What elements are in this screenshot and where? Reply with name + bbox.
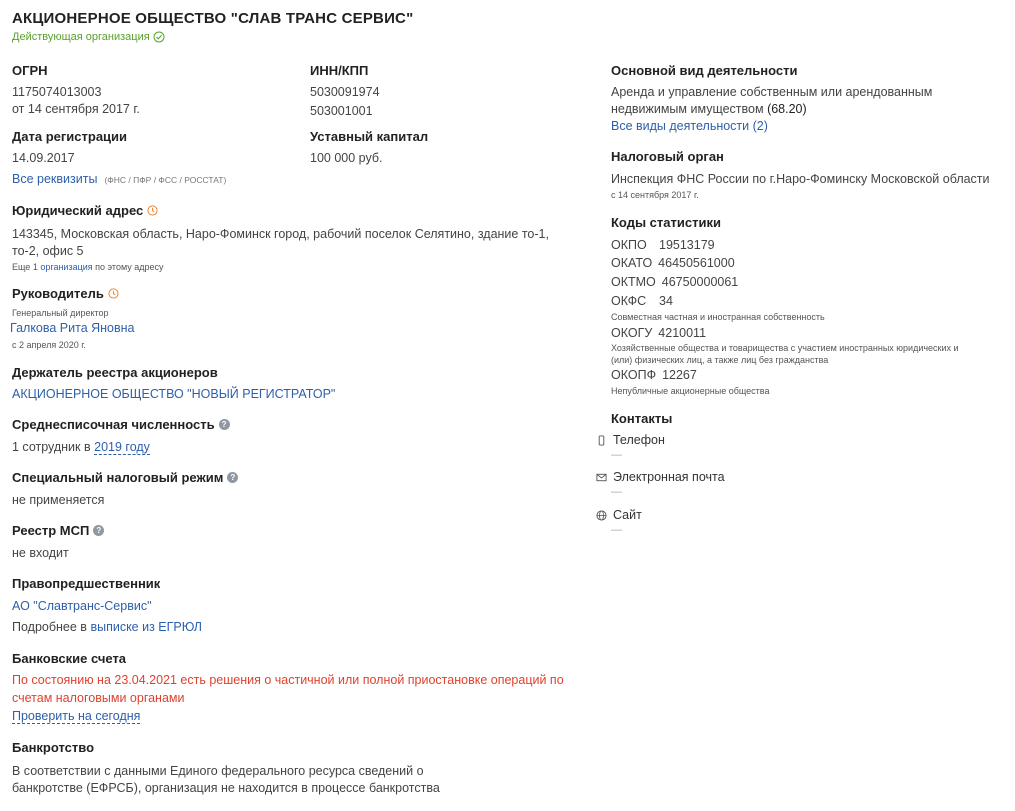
ogrn-label: ОГРН bbox=[12, 63, 48, 78]
msp-value: не входит bbox=[12, 546, 69, 560]
headcount-year-link[interactable]: 2019 году bbox=[94, 440, 150, 454]
envelope-icon bbox=[596, 472, 607, 483]
predecessor-link[interactable]: АО "Славтранс-Сервис" bbox=[12, 599, 152, 613]
headcount-label: Среднесписочная численность ? bbox=[12, 417, 230, 432]
site-empty: — bbox=[611, 524, 622, 536]
bankruptcy-line1: В соответствии с данными Единого федерального ресурса сведений о bbox=[12, 764, 424, 778]
activity-code: (68.20) bbox=[767, 102, 807, 116]
reg-date-value: 14.09.2017 bbox=[12, 151, 75, 165]
address-line1: 143345, Московская область, Наро-Фоминск город, рабочий поселок Селятино, здание то-1, bbox=[12, 227, 549, 241]
address-more: Еще 1 организация по этому адресу bbox=[12, 262, 164, 272]
inn-kpp-label: ИНН/КПП bbox=[310, 63, 369, 78]
ogrn-date: от 14 сентября 2017 г. bbox=[12, 102, 140, 116]
inn-value: 5030091974 bbox=[310, 85, 380, 99]
all-requisites-link[interactable]: Все реквизиты bbox=[12, 172, 98, 186]
requisites-row bbox=[12, 170, 226, 188]
kpp-value: 503001001 bbox=[310, 104, 373, 118]
egrul-extract-link[interactable]: выписке из ЕГРЮЛ bbox=[90, 620, 202, 634]
contact-site: Сайт bbox=[596, 508, 642, 522]
bankruptcy-line2: банкротстве (ЕФРСБ), организация не находится в процессе банкротства bbox=[12, 781, 440, 795]
registrar-link[interactable]: АКЦИОНЕРНОЕ ОБЩЕСТВО "НОВЫЙ РЕГИСТРАТОР" bbox=[12, 387, 336, 401]
reg-date-label: Дата регистрации bbox=[12, 129, 128, 144]
check-circle-icon bbox=[153, 31, 165, 43]
director-label: Руководитель bbox=[12, 286, 119, 301]
okogu-desc-line2: (или) физических лиц, а также лиц без гражданства bbox=[611, 355, 829, 365]
bank-check-row bbox=[12, 707, 140, 725]
activity-label: Основной вид деятельности bbox=[611, 63, 798, 78]
check-today-link[interactable]: Проверить на сегодня bbox=[12, 709, 141, 723]
oktmo-row: ОКТМО 46750000061 bbox=[611, 275, 739, 289]
clock-icon[interactable] bbox=[108, 288, 119, 299]
requisites-sources: (ФНС / ПФР / ФСС / РОССТАТ) bbox=[104, 175, 227, 185]
bankruptcy-label: Банкротство bbox=[12, 740, 95, 755]
okfs-desc: Совместная частная и иностранная собственность bbox=[611, 312, 825, 322]
director-name-link[interactable]: Галкова Рита Яновна bbox=[10, 321, 135, 335]
contact-email: Электронная почта bbox=[596, 470, 725, 484]
capital-label: Уставный капитал bbox=[310, 129, 429, 144]
bank-warning-line1: По состоянию на 23.04.2021 есть решения о частичной или полной приостановке операций по bbox=[12, 673, 564, 687]
predecessor-more: Подробнее в выписке из ЕГРЮЛ bbox=[12, 620, 202, 634]
address-line2: то-2, офис 5 bbox=[12, 244, 84, 258]
stats-label: Коды статистики bbox=[611, 215, 721, 230]
activity-line2: недвижимым имуществом (68.20) bbox=[611, 102, 807, 116]
tax-office-since: с 14 сентября 2017 г. bbox=[611, 190, 699, 200]
capital-value: 100 000 руб. bbox=[310, 151, 383, 165]
globe-icon bbox=[596, 510, 607, 521]
email-empty: — bbox=[611, 486, 622, 498]
all-activities-link[interactable]: Все виды деятельности (2) bbox=[611, 119, 768, 133]
address-orgs-link[interactable]: организация bbox=[40, 262, 93, 272]
help-icon[interactable]: ? bbox=[227, 472, 238, 483]
headcount-value: 1 сотрудник в 2019 году bbox=[12, 440, 150, 454]
contact-phone: Телефон bbox=[596, 433, 665, 447]
address-label: Юридический адрес bbox=[12, 203, 158, 218]
help-icon[interactable]: ? bbox=[219, 419, 230, 430]
bank-label: Банковские счета bbox=[12, 651, 127, 666]
tax-office-label: Налоговый орган bbox=[611, 149, 724, 164]
tax-office-value: Инспекция ФНС России по г.Наро-Фоминску Московской области bbox=[611, 172, 990, 186]
msp-label: Реестр МСП ? bbox=[12, 523, 104, 538]
tax-regime-value: не применяется bbox=[12, 493, 105, 507]
help-icon[interactable]: ? bbox=[93, 525, 104, 536]
status-badge: Действующая организация bbox=[12, 31, 165, 43]
activity-line1: Аренда и управление собственным или арендованным bbox=[611, 85, 933, 99]
company-title: АКЦИОНЕРНОЕ ОБЩЕСТВО "СЛАВ ТРАНС СЕРВИС" bbox=[12, 10, 414, 27]
okopf-desc: Непубличные акционерные общества bbox=[611, 386, 770, 396]
okogu-desc-line1: Хозяйственные общества и товарищества с участием иностранных юридических и bbox=[611, 343, 959, 353]
okfs-row: ОКФС 34 bbox=[611, 294, 673, 308]
okato-row: ОКАТО 46450561000 bbox=[611, 256, 735, 270]
phone-icon bbox=[596, 435, 607, 446]
phone-empty: — bbox=[611, 449, 622, 461]
registrar-label: Держатель реестра акционеров bbox=[12, 365, 218, 380]
director-role: Генеральный директор bbox=[12, 308, 109, 318]
tax-regime-label: Специальный налоговый режим ? bbox=[12, 470, 238, 485]
predecessor-label: Правопредшественник bbox=[12, 576, 161, 591]
okpo-row: ОКПО 19513179 bbox=[611, 238, 715, 252]
director-since: с 2 апреля 2020 г. bbox=[12, 340, 86, 350]
bank-warning-line2: счетам налоговыми органами bbox=[12, 691, 185, 705]
clock-icon[interactable] bbox=[147, 205, 158, 216]
okopf-row: ОКОПФ 12267 bbox=[611, 368, 697, 382]
contacts-label: Контакты bbox=[611, 411, 673, 426]
okogu-row: ОКОГУ 4210011 bbox=[611, 326, 707, 340]
ogrn-value: 1175074013003 bbox=[12, 85, 102, 99]
